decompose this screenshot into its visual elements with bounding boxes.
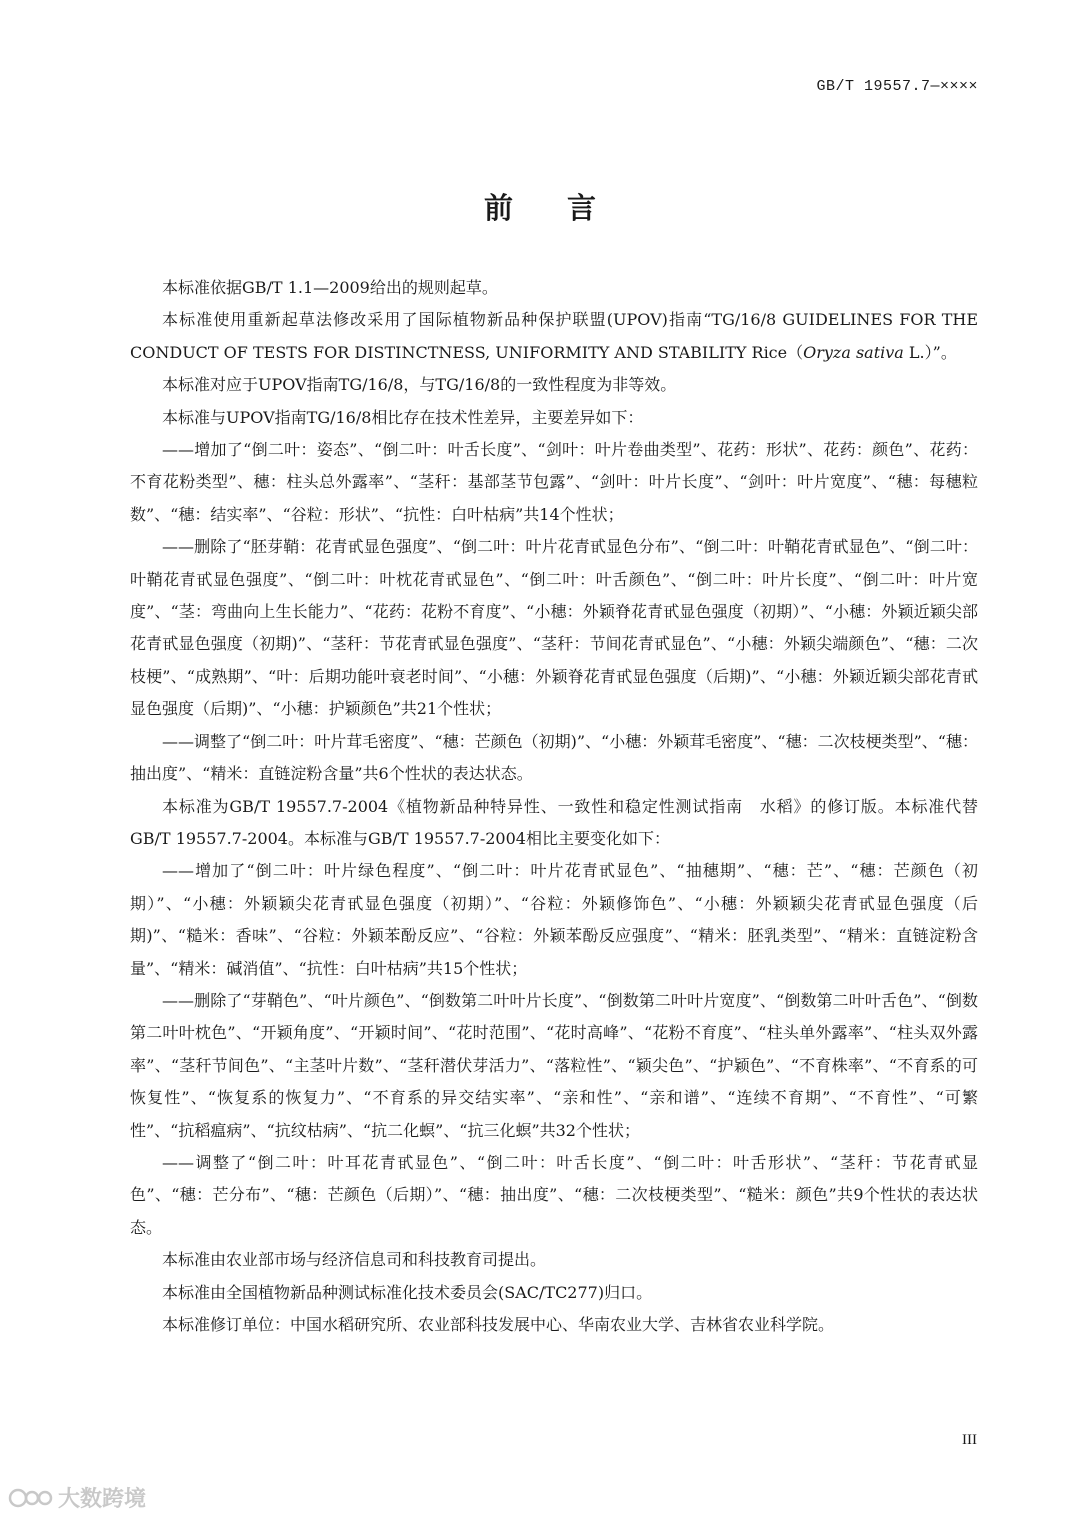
- watermark-text: 大数跨境: [58, 1487, 147, 1512]
- paragraph-drafters: 本标准修订单位：中国水稻研究所、农业部科技发展中心、华南农业大学、吉林省农业科学院。: [162, 1315, 835, 1334]
- watermark: [8, 1482, 146, 1513]
- list-item-deleted: ——删除了“胚芽鞘：花青甙显色强度”、“倒二叶：叶片花青甙显色分布”、“倒二叶：叶鞘花青甙显色”、“倒二叶：叶鞘花青甙显色强度”、“倒二叶：叶枕花青甙显色”、“倒二叶：叶舌颜色”、“倒二叶：叶片长度”、“倒二叶：叶片宽度”、“茎：弯曲向上生长能力”、“花药：花粉不育度”、“小穗：外颖脊花青甙显色强度（初期）”、“小穗：外颖近颖尖部花青甙显色强度（初期)”、“茎秆：节花青甙显色强度”、“茎秆：节间花青甙显色”、“小穗：外颖尖端颜色”、“穗：二次枝梗”、“成熟期”、“叶：后期功能叶衰老时间”、“小穗：外颖脊花青甙显色强度（后期)”、“小穗：外颖近颖尖部花青甙显色强度（后期)”、“小穗：护颖颜色”共21个性状；: [130, 537, 978, 719]
- page-title: 前 言: [483, 191, 619, 225]
- paragraph-2: [130, 304, 978, 369]
- list-item-adjusted: ——调整了“倒二叶：叶片茸毛密度”、“穗：芒颜色（初期)”、“小穗：外颖茸毛密度”、“穗：二次枝梗类型”、“穗：抽出度”、“精米：直链淀粉含量”共6个性状的表达状态。: [130, 731, 978, 784]
- page-number: III: [962, 1432, 977, 1448]
- brand-logo-icon: [8, 1486, 54, 1510]
- paragraph-proposer: 本标准由农业部市场与经济信息司和科技教育司提出。: [162, 1250, 547, 1270]
- paragraph-1: 本标准依据GB/T 1.1—2009给出的规则起草。: [162, 278, 498, 297]
- list-item-added: ——增加了“倒二叶：姿态”、“倒二叶：叶舌长度”、“剑叶：叶片卷曲类型”、花药：形状”、花药：颜色”、花药：不育花粉类型”、穗：柱头总外露率”、“茎秆：基部茎节包露”、“剑叶：叶片长度”、“剑叶：叶片宽度”、“穗：每穗粒数”、“穗：结实率”、“谷粒：形状”、“抗性：白叶枯病”共14个性状；: [130, 440, 978, 524]
- paragraph-3: 本标准对应于UPOV指南TG/16/8，与TG/16/8的一致性程度为非等效。: [162, 375, 677, 395]
- paragraph-committee: 本标准由全国植物新品种测试标准化技术委员会(SAC/TC277)归口。: [162, 1282, 653, 1302]
- paragraph-2-text-end: L.）”。: [903, 342, 957, 362]
- foreword-body: [130, 272, 978, 1341]
- list-item-added-2004: ——增加了“倒二叶：叶片绿色程度”、“倒二叶：叶片花青甙显色”、“抽穗期”、“穗：芒”、“穗：芒颜色（初期）”、“小穗：外颖颖尖花青甙显色强度（初期）”、“谷粒：外颖修饰色”、“小穗：外颖颖尖花青甙显色强度（后期)”、“糙米：香味”、“谷粒：外颖苯酚反应”、“谷粒：外颖苯酚反应强度”、“精米：胚乳类型”、“精米：直链淀粉含量”、“精米：碱消值”、“抗性：白叶枯病”共15个性状；: [130, 861, 978, 978]
- paragraph-revision: 本标准为GB/T 19557.7-2004《植物新品种特异性、一致性和稳定性测试指南 水稻》的修订版。本标准代替GB/T 19557.7-2004。本标准与GB/T 19557.7-2004相比主要变化如下：: [130, 796, 978, 848]
- paragraph-4: 本标准与UPOV指南TG/16/8相比存在技术性差异，主要差异如下：: [162, 407, 644, 427]
- list-item-adjusted-2004: ——调整了“倒二叶：叶耳花青甙显色”、“倒二叶：叶舌长度”、“倒二叶：叶舌形状”、“茎秆：节花青甙显色”、“穗：芒分布”、“穗：芒颜色（后期）”、“穗：抽出度”、“穗：二次枝梗类型”、“糙米：颜色”共9个性状的表达状态。: [130, 1152, 978, 1237]
- document-code: GB/T 19557.7—××××: [816, 78, 978, 95]
- list-item-deleted-2004: ——删除了“芽鞘色”、“叶片颜色”、“倒数第二叶叶片长度”、“倒数第二叶叶片宽度”、“倒数第二叶叶舌色”、“倒数第二叶叶枕色”、“开颖角度”、“开颖时间”、“花时范围”、“花时高峰”、“花粉不育度”、“柱头单外露率”、“柱头双外露率”、“茎秆节间色”、“主茎叶片数”、“茎秆潜伏芽活力”、“落粒性”、“颖尖色”、“护颖色”、“不育株率”、“不育系的可恢复性”、“恢复系的恢复力”、“不育系的异交结实率”、“亲和性”、“亲和谱”、“连续不育期”、“不育性”、“可繁性”、“抗稻瘟病”、“抗纹枯病”、“抗二化螟”、“抗三化螟”共32个性状；: [130, 990, 978, 1140]
- paragraph-2-text: 本标准使用重新起草法修改采用了国际植物新品种保护联盟(UPOV)指南“TG/16/8 GUIDELINES FOR THE CONDUCT OF TESTS FOR DISTINCTNESS, UNIFORMITY AND STABILITY Rice（: [130, 310, 978, 362]
- latin-species-name: Oryza sativa: [803, 342, 904, 362]
